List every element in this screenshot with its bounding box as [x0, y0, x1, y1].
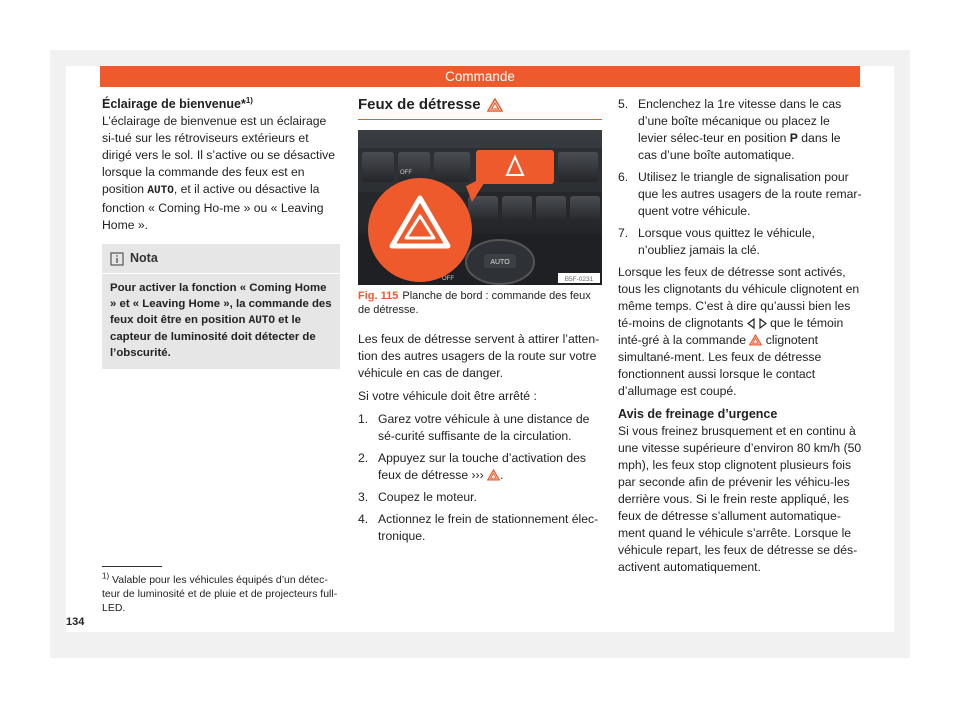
svg-text:OFF: OFF	[400, 170, 412, 176]
right-column	[618, 96, 862, 582]
list-item: 4. Actionnez le frein de stationnement élec-tronique.	[358, 512, 599, 543]
manual-page	[66, 66, 894, 632]
note-box	[102, 244, 340, 369]
note-text: Pour activer la fonction « Coming Home » et « Leaving Home », la commande des feux doit être en position AUTO et le capteur de luminosité doit détecter de l’obscurité.	[110, 282, 332, 359]
list-item: 1. Garez votre véhicule à une distance de sé-curité suffisante de la circulation.	[358, 412, 590, 443]
warning-triangle-icon	[487, 469, 500, 481]
note-header	[102, 244, 340, 274]
svg-text:AUTO: AUTO	[490, 259, 510, 266]
chapter-header: Commande	[100, 66, 860, 87]
button-5	[558, 152, 598, 182]
footnote: $^{1)}$ Valable pour les véhicules équipés d’un détec-teur de luminosité et de pluie et de projecteurs full-LED.	[102, 566, 340, 615]
list-item: 6. Utilisez le triangle de signalisation pour que les autres usagers de la route remar-quent votre véhicule.	[618, 170, 862, 218]
list-item: 7. Lorsque vous quittez le véhicule, n’oubliez jamais la clé.	[618, 226, 815, 257]
list-item: 2. Appuyez sur la touche d’activation des feux de détresse ››› .	[358, 451, 586, 482]
footnote-rule	[102, 566, 162, 567]
turn-signal-icon	[747, 318, 767, 329]
info-icon	[110, 252, 124, 266]
welcome-light-heading: Éclairage de bienvenue*$^{1)}$	[102, 95, 253, 111]
button-3	[434, 152, 470, 182]
button-1	[362, 152, 394, 182]
auto-label: AUTO	[147, 185, 174, 197]
left-column	[102, 96, 340, 369]
warning-triangle-icon	[487, 98, 503, 112]
steps-list-1	[358, 411, 602, 545]
emergency-brake-paragraph: Si vous freinez brusquement et en continu à une vitesse supérieure d’environ 80 km/h (50 mph), les feux stop clignotent plusieurs fois par seconde afin de prévenir les véhicu-les derrière vous. Si le frein reste appliqué, les feux de détresse s’allument automatique-ment quand le véhicule s’arrête. Lorsque le véhicule repart, les feux de détresse se dés-activent automatiquement.	[618, 424, 862, 574]
note-title: Nota	[130, 251, 158, 265]
steps-list-2	[618, 96, 862, 259]
page-number: 134	[66, 616, 85, 628]
button-2	[398, 152, 430, 182]
hazard-zoom-circle	[368, 178, 472, 282]
section-title: Feux de détresse	[358, 96, 602, 120]
middle-column	[358, 96, 602, 550]
figure-caption: Fig. 115 Planche de bord : commande des feux de détresse.	[358, 290, 591, 316]
list-item: 3. Coupez le moteur.	[358, 490, 477, 504]
figure-code: B5F-0231	[564, 276, 594, 283]
welcome-light-paragraph: L’éclairage de bienvenue est un éclairage si-tué sur les rétroviseurs extérieurs et dirigé vers le sol. Il s’active ou se désactive lorsque la commande des feux est en position AUTO, et il active ou désactive la fonction « Coming Ho-me » ou « Leaving Home ».	[102, 114, 336, 232]
list-item: 5. Enclenchez la 1re vitesse dans le cas d’une boîte mécanique ou placez le levier sélec-teur en position P dans le cas d’une boîte automatique.	[618, 97, 842, 162]
dashboard-illustration	[358, 130, 602, 285]
emergency-brake-heading: Avis de freinage d’urgence	[618, 407, 778, 421]
warning-triangle-icon	[749, 334, 762, 346]
svg-text:OFF: OFF	[442, 276, 454, 282]
hazard-behaviour-paragraph: Lorsque les feux de détresse sont activés, tous les clignotants du véhicule clignotent en même temps. C’est à dire qu’aussi bien les té-moins de clignotants que le témoin inté-gré à la commande clignotent simultané-ment. Les feux de détresse fonctionnent aussi lorsque le contact d’allumage est coupé.	[618, 265, 860, 398]
dashboard-photo	[358, 130, 602, 285]
hazard-intro: Les feux de détresse servent à attirer l’atten-tion des autres usagers de la route sur votre véhicule en cas de danger. Si votre véhicule doit être arrêté : 1. Garez votre véhicule à une distance de sé-curité suffisante de la circulation. 2. Appuyez sur la touche d’activation des feux de détresse ››› . 3. Coupez le moteur. 4. Actionnez le frein de stationnement élec-tronique.	[358, 331, 602, 545]
